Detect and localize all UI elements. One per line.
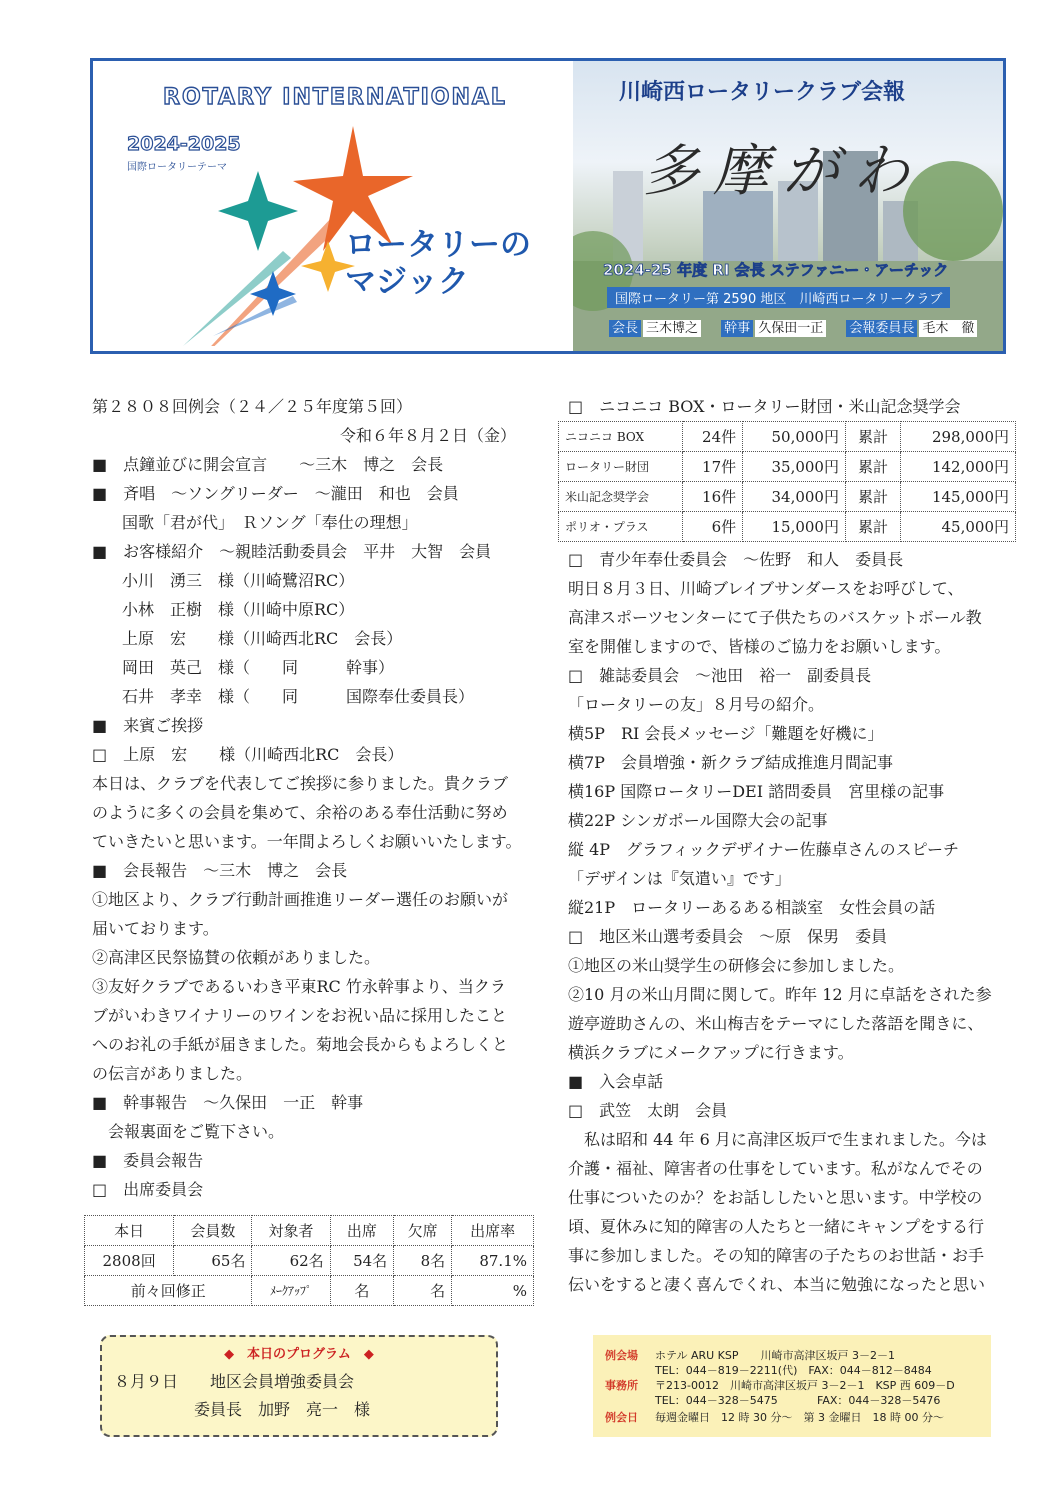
report-text: の伝言がありました。 xyxy=(92,1064,253,1083)
attendance-table xyxy=(84,1215,534,1306)
yoneyama-text: ②10 月の米山月間に関して。昨年 12 月に卓話をされた参 xyxy=(568,985,992,1004)
guest-item: 上原 宏 様（川崎西北RC 会長） xyxy=(122,629,403,648)
officers-line xyxy=(609,317,993,336)
table-cell: 名 xyxy=(330,1276,394,1306)
table-cell: % xyxy=(452,1276,534,1306)
meeting-date: 令和６年８月２日（金） xyxy=(339,426,516,445)
table-row xyxy=(559,422,1016,452)
report-text: ②高津区民祭協賛の依頼がありました。 xyxy=(92,948,381,967)
table-cell: 298,000円 xyxy=(900,422,1015,452)
talk-text: 介護・福祉、障害者の仕事をしています。私がなんでその xyxy=(568,1159,983,1178)
table-cell: 16件 xyxy=(682,482,742,512)
yoneyama-text: 遊亭遊助さんの、米山梅吉をテーマにした落語を聞きに、 xyxy=(568,1014,984,1033)
meeting-day-label: 例会日 xyxy=(605,1411,638,1424)
table-row xyxy=(559,512,1016,542)
section-opening: ■ 点鐘並びに開会宣言 ～三木 博之 会長 xyxy=(92,455,444,474)
guest-item: 小林 正樹 様（川崎中原RC） xyxy=(122,600,355,619)
program-speaker: 委員長 加野 亮一 様 xyxy=(194,1400,371,1419)
greeting-text: ていきたいと思います。一年間よろしくお願いいたします。 xyxy=(92,832,522,851)
section-president-report: ■ 会長報告 ～三木 博之 会長 xyxy=(92,861,348,880)
report-text: へのお礼の手紙が届きました。菊地会長からもよろしくと xyxy=(92,1035,509,1054)
donation-box-title: □ ニコニコ BOX・ロータリー財団・米山記念奨学会 xyxy=(568,397,961,416)
table-cell: 6件 xyxy=(682,512,742,542)
youth-text: 明日８月３日、川崎ブレイブサンダースをお呼びして、 xyxy=(568,579,964,598)
section-greeting: ■ 来賓ご挨拶 xyxy=(92,716,204,735)
talk-text: 頃、夏休みに知的障害の人たちと一緒にキャンプをする行 xyxy=(568,1217,985,1236)
table-cell: 累計 xyxy=(845,422,900,452)
yoneyama-text: ①地区の米山奨学生の研修会に参加しました。 xyxy=(568,956,905,975)
section-singing: ■ 斉唱 ～ソングリーダー ～瀧田 和也 会員 xyxy=(92,484,459,503)
greeting-guest: □ 上原 宏 様（川崎西北RC 会長） xyxy=(92,745,404,764)
teal-star-icon xyxy=(218,171,298,251)
contact-info-box xyxy=(593,1335,991,1437)
left-column xyxy=(92,392,538,1204)
office-label: 事務所 xyxy=(605,1379,638,1392)
magazine-item: 横22P シンガポール国際大会の記事 xyxy=(568,811,828,830)
songs-line: 国歌「君が代」 Ｒソング「奉仕の理想」 xyxy=(122,513,418,532)
table-cell: 2808回 xyxy=(85,1246,174,1276)
table-cell: ニコニコ BOX xyxy=(559,422,683,452)
table-row xyxy=(85,1246,534,1276)
table-cell: 名 xyxy=(394,1276,452,1306)
meeting-title: 第２８０８回例会（２４／２５年度第５回） xyxy=(92,397,413,416)
yoneyama-committee: □ 地区米山選考委員会 ～原 保男 委員 xyxy=(568,927,888,946)
table-cell: 8名 xyxy=(394,1246,452,1276)
venue-label: 例会場 xyxy=(605,1349,638,1362)
ri-title: ROTARY INTERNATIONAL xyxy=(163,85,507,110)
table-row xyxy=(85,1216,534,1246)
officer: 幹事 久保田一正 xyxy=(721,321,834,336)
table-cell: ロータリー財団 xyxy=(559,452,683,482)
table-cell: 145,000円 xyxy=(900,482,1015,512)
guest-item: 石井 孝幸 様（ 同 国際奉仕委員長） xyxy=(122,687,475,706)
table-cell: 54名 xyxy=(330,1246,394,1276)
table-cell: ポリオ・プラス xyxy=(559,512,683,542)
officer: 会長 三木博之 xyxy=(609,321,709,336)
ri-theme-label: 国際ロータリーテーマ xyxy=(127,162,227,173)
table-cell: ﾒｰｸｱｯﾌﾟ xyxy=(252,1276,330,1306)
office-fax: FAX：044－328－5476 xyxy=(817,1394,941,1407)
table-row xyxy=(559,482,1016,512)
ri-president-line: 2024-25 年度 RI 会長 ステファニー・アーチック xyxy=(603,261,949,279)
magic-line-1: ロータリーの xyxy=(345,227,531,263)
magazine-committee: □ 雑誌委員会 ～池田 裕一 副委員長 xyxy=(568,666,872,685)
section-guests: ■ お客様紹介 ～親睦活動委員会 平井 大智 会員 xyxy=(92,542,492,561)
secretary-text: 会報裏面をご覧下さい。 xyxy=(108,1122,285,1141)
table-row xyxy=(85,1276,534,1306)
table-row xyxy=(559,452,1016,482)
table-header: 出席 xyxy=(330,1216,394,1246)
report-text: ①地区より、クラブ行動計画推進リーダー選任のお願いが xyxy=(92,890,509,909)
table-cell: 累計 xyxy=(845,512,900,542)
program-item: 地区会員増強委員会 xyxy=(210,1372,355,1391)
section-secretary-report: ■ 幹事報告 ～久保田 一正 幹事 xyxy=(92,1093,364,1112)
talk-text: 仕事についたのか？をお話ししたいと思います。中学校の xyxy=(568,1188,983,1207)
talk-text: 事に参加しました。その知的障害の子たちのお世話・お手 xyxy=(568,1246,985,1265)
table-cell: 87.1% xyxy=(452,1246,534,1276)
officer: 会報委員長 毛木 徹 xyxy=(846,321,985,336)
magic-line-2: マジック xyxy=(345,264,469,300)
table-header: 欠席 xyxy=(394,1216,452,1246)
right-column xyxy=(568,545,1013,1299)
ri-theme-panel xyxy=(93,61,571,351)
magazine-item: 縦21P ロータリーあるある相談室 女性会員の話 xyxy=(568,898,936,917)
table-cell: 15,000円 xyxy=(743,512,846,542)
table-cell: 45,000円 xyxy=(900,512,1015,542)
newsletter-header xyxy=(90,58,1006,354)
club-name: 川崎西ロータリークラブ会報 xyxy=(619,80,906,105)
magic-theme-text xyxy=(345,227,531,301)
table-header: 本日 xyxy=(85,1216,174,1246)
table-cell: 62名 xyxy=(252,1246,330,1276)
office-address: 〒213-0012 川崎市高津区坂戸 3－2－1 KSP 西 609－D xyxy=(655,1379,955,1392)
program-title: ◆ 本日のプログラム ◆ xyxy=(224,1347,374,1362)
talk-text: 伝いをすると凄く喜んでくれ、本当に勉強になったと思い xyxy=(568,1275,985,1294)
youth-text: 室を開催しますので、皆様のご協力をお願いします。 xyxy=(568,637,951,656)
venue-address: ホテル ARU KSP 川崎市高津区坂戸 3－2－1 xyxy=(655,1349,895,1362)
club-calligraphy: 多摩がわ xyxy=(643,139,923,204)
table-cell: 65名 xyxy=(174,1246,252,1276)
table-header: 会員数 xyxy=(174,1216,252,1246)
table-cell: 50,000円 xyxy=(743,422,846,452)
todays-program-box xyxy=(100,1335,498,1437)
section-new-member-talk: ■ 入会卓話 xyxy=(568,1072,664,1091)
youth-committee: □ 青少年奉仕委員会 ～佐野 和人 委員長 xyxy=(568,550,904,569)
table-cell: 前々回修正 xyxy=(85,1276,252,1306)
youth-text: 高津スポーツセンターにて子供たちのバスケットボール教 xyxy=(568,608,982,627)
magazine-item: 横16P 国際ロータリーDEI 諮問委員 宮里様の記事 xyxy=(568,782,945,801)
magazine-item: 横5P RI 会長メッセージ「難題を好機に」 xyxy=(568,724,884,743)
guest-item: 小川 湧三 様（川崎鷺沼RC） xyxy=(122,571,355,590)
table-cell: 累計 xyxy=(845,482,900,512)
table-cell: 17件 xyxy=(682,452,742,482)
table-header: 出席率 xyxy=(452,1216,534,1246)
yoneyama-text: 横浜クラブにメークアップに行きます。 xyxy=(568,1043,854,1062)
table-cell: 34,000円 xyxy=(743,482,846,512)
table-cell: 24件 xyxy=(682,422,742,452)
magazine-item: 縦 4P グラフィックデザイナー佐藤卓さんのスピーチ xyxy=(568,840,959,859)
magazine-text: 「ロータリーの友」８月号の紹介。 xyxy=(568,695,825,714)
greeting-text: のように多くの会員を集めて、余裕のある奉仕活動に努め xyxy=(92,803,508,822)
ri-year: 2024-2025 xyxy=(127,133,241,155)
report-text: ③友好クラブであるいわき平東RC 竹永幹事より、当クラ xyxy=(92,977,506,996)
greeting-text: 本日は、クラブを代表してご挨拶に参りました。貴クラブ xyxy=(92,774,509,793)
section-committee-report: ■ 委員会報告 xyxy=(92,1151,204,1170)
program-date: ８月９日 xyxy=(114,1372,179,1391)
office-phone: TEL：044－328－5475 xyxy=(655,1394,778,1407)
magazine-item: 「デザインは『気遣い』です」 xyxy=(568,869,791,888)
table-cell: 35,000円 xyxy=(743,452,846,482)
talk-text: 私は昭和 44 年 6 月に高津区坂戸で生まれました。今は xyxy=(568,1130,987,1149)
guest-item: 岡田 英己 様（ 同 幹事） xyxy=(122,658,395,677)
table-cell: 米山記念奨学会 xyxy=(559,482,683,512)
table-cell: 累計 xyxy=(845,452,900,482)
district-line: 国際ロータリー第 2590 地区 川崎西ロータリークラブ xyxy=(607,287,950,308)
venue-phone: TEL：044－819－2211(代) FAX：044－812－8484 xyxy=(655,1364,932,1377)
new-member-name: □ 武笠 太朗 会員 xyxy=(568,1101,728,1120)
attendance-committee: □ 出席委員会 xyxy=(92,1180,204,1199)
meeting-day-text: 毎週金曜日 12 時 30 分～ 第 3 金曜日 18 時 00 分～ xyxy=(655,1411,944,1424)
club-photo-panel xyxy=(573,61,1003,351)
report-text: 届いております。 xyxy=(92,919,219,938)
magazine-item: 横7P 会員増強・新クラブ結成推進月間記事 xyxy=(568,753,893,772)
report-text: ブがいわきワイナリーのワインをお祝い品に採用したこと xyxy=(92,1006,508,1025)
donation-table xyxy=(558,421,1016,542)
table-cell: 142,000円 xyxy=(900,452,1015,482)
table-header: 対象者 xyxy=(252,1216,330,1246)
